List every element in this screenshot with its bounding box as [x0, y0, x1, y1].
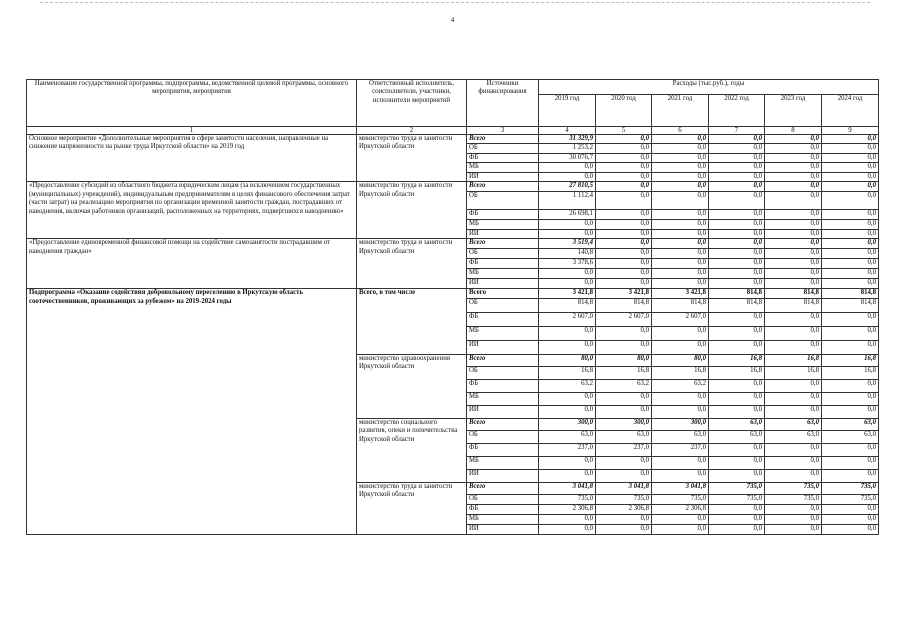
value-cell: 0,0 — [765, 514, 822, 524]
funding-source: МБ — [467, 514, 539, 524]
value-cell: 0,0 — [709, 163, 765, 172]
row-name: «Предоставление субсидий из областного бюджета юридическим лицам (за исключением государственных (муниципальных) учреждений), индивидуальным предпринимателям в целях финансового обеспечения затрат (части затрат) на реализацию мероприятия по организации временной занятости граждан, пострадавших от наводнения, включая работников организаций, расположенных на территориях, подвергшихся наводнению» — [27, 182, 357, 239]
value-cell: 0,0 — [822, 210, 879, 220]
value-cell: 0,0 — [709, 210, 765, 220]
budget-table — [26, 79, 879, 535]
value-cell: 0,0 — [765, 456, 822, 469]
value-cell: 0,0 — [822, 469, 879, 482]
value-cell: 0,0 — [709, 249, 765, 259]
value-cell: 63,0 — [822, 430, 879, 443]
value-cell: 0,0 — [765, 326, 822, 340]
value-cell: 237,0 — [539, 443, 596, 456]
value-cell: 735,0 — [709, 482, 765, 494]
value-cell: 0,0 — [822, 182, 879, 192]
value-cell: 237,0 — [652, 443, 709, 456]
value-cell: 0,0 — [652, 514, 709, 524]
funding-source: ИИ — [467, 524, 539, 534]
value-cell: 0,0 — [652, 144, 709, 153]
value-cell: 0,0 — [596, 392, 652, 405]
funding-source: Всего — [467, 418, 539, 430]
value-cell: 300,0 — [596, 418, 652, 430]
funding-source: ФБ — [467, 379, 539, 392]
value-cell: 0,0 — [652, 135, 709, 144]
funding-source: ФБ — [467, 259, 539, 269]
value-cell: 735,0 — [539, 494, 596, 504]
value-cell: 0,0 — [765, 259, 822, 269]
value-cell: 814,8 — [822, 289, 879, 298]
value-cell: 0,0 — [539, 220, 596, 229]
value-cell: 0,0 — [709, 144, 765, 153]
value-cell: 0,0 — [596, 135, 652, 144]
value-cell: 0,0 — [652, 340, 709, 354]
value-cell: 0,0 — [822, 239, 879, 249]
funding-source: МБ — [467, 163, 539, 172]
funding-source: Всего — [467, 289, 539, 298]
value-cell: 0,0 — [765, 392, 822, 405]
funding-source: ОБ — [467, 494, 539, 504]
value-cell: 0,0 — [652, 279, 709, 289]
value-cell: 0,0 — [765, 312, 822, 326]
value-cell: 0,0 — [652, 259, 709, 269]
value-cell: 0,0 — [709, 443, 765, 456]
value-cell: 0,0 — [765, 469, 822, 482]
value-cell: 16,8 — [539, 366, 596, 379]
value-cell: 0,0 — [596, 469, 652, 482]
value-cell: 0,0 — [765, 504, 822, 514]
value-cell: 0,0 — [539, 514, 596, 524]
funding-source: МБ — [467, 456, 539, 469]
value-cell: 16,8 — [709, 354, 765, 366]
header-year: 2019 год — [539, 95, 596, 127]
column-number: 5 — [596, 127, 652, 135]
value-cell: 16,8 — [709, 366, 765, 379]
value-cell: 0,0 — [652, 456, 709, 469]
funding-source: ФБ — [467, 210, 539, 220]
page-top-rule — [40, 2, 870, 3]
value-cell: 0,0 — [822, 312, 879, 326]
funding-source: МБ — [467, 269, 539, 279]
value-cell: 80,0 — [539, 354, 596, 366]
value-cell: 0,0 — [539, 340, 596, 354]
value-cell: 735,0 — [822, 482, 879, 494]
table-row — [27, 182, 879, 192]
value-cell: 0,0 — [596, 153, 652, 162]
value-cell: 0,0 — [709, 269, 765, 279]
value-cell: 80,0 — [596, 354, 652, 366]
column-number: 8 — [765, 127, 822, 135]
column-number: 7 — [709, 127, 765, 135]
value-cell: 1 253,2 — [539, 144, 596, 153]
value-cell: 0,0 — [765, 210, 822, 220]
funding-source: Всего — [467, 354, 539, 366]
value-cell: 0,0 — [709, 182, 765, 192]
value-cell: 16,8 — [765, 366, 822, 379]
header-year: 2024 год — [822, 95, 879, 127]
value-cell: 0,0 — [652, 163, 709, 172]
funding-source: ФБ — [467, 443, 539, 456]
column-number: 6 — [652, 127, 709, 135]
value-cell: 63,0 — [765, 418, 822, 430]
value-cell: 0,0 — [765, 524, 822, 534]
value-cell: 3 041,8 — [539, 482, 596, 494]
column-number: 9 — [822, 127, 879, 135]
value-cell: 3 421,8 — [539, 289, 596, 298]
value-cell: 0,0 — [822, 220, 879, 229]
value-cell: 0,0 — [765, 153, 822, 162]
header-name: Наименование государственной программы, подпрограммы, ведомственной целевой программы, основного мероприятия, мероприятия — [27, 80, 357, 127]
value-cell: 0,0 — [596, 210, 652, 220]
value-cell: 300,0 — [539, 418, 596, 430]
value-cell: 814,8 — [765, 289, 822, 298]
value-cell: 0,0 — [765, 443, 822, 456]
funding-source: МБ — [467, 392, 539, 405]
value-cell: 814,8 — [709, 289, 765, 298]
value-cell: 814,8 — [539, 298, 596, 312]
row-executor: министерство труда и занятости Иркутской области — [357, 239, 467, 289]
value-cell: 0,0 — [765, 405, 822, 418]
value-cell: 0,0 — [822, 392, 879, 405]
value-cell: 0,0 — [596, 405, 652, 418]
funding-source: Всего — [467, 182, 539, 192]
value-cell: 0,0 — [822, 192, 879, 210]
value-cell: 0,0 — [822, 229, 879, 238]
value-cell: 0,0 — [709, 312, 765, 326]
value-cell: 0,0 — [596, 239, 652, 249]
value-cell: 814,8 — [652, 298, 709, 312]
header-year: 2023 год — [765, 95, 822, 127]
value-cell: 0,0 — [822, 504, 879, 514]
value-cell: 63,2 — [652, 379, 709, 392]
value-cell: 0,0 — [652, 210, 709, 220]
value-cell: 0,0 — [596, 229, 652, 238]
value-cell: 0,0 — [822, 514, 879, 524]
value-cell: 0,0 — [822, 279, 879, 289]
value-cell: 2 306,8 — [652, 504, 709, 514]
value-cell: 0,0 — [822, 269, 879, 279]
column-number: 3 — [467, 127, 539, 135]
value-cell: 0,0 — [652, 524, 709, 534]
value-cell: 26 698,1 — [539, 210, 596, 220]
value-cell: 3 378,6 — [539, 259, 596, 269]
value-cell: 0,0 — [822, 172, 879, 181]
value-cell: 0,0 — [765, 163, 822, 172]
value-cell: 0,0 — [765, 279, 822, 289]
funding-source: ФБ — [467, 312, 539, 326]
value-cell: 3 041,8 — [596, 482, 652, 494]
value-cell: 80,0 — [652, 354, 709, 366]
funding-source: ОБ — [467, 249, 539, 259]
header-year: 2021 год — [652, 95, 709, 127]
value-cell: 0,0 — [596, 259, 652, 269]
page-number: 4 — [450, 16, 455, 24]
value-cell: 0,0 — [539, 524, 596, 534]
value-cell: 63,0 — [539, 430, 596, 443]
funding-source: МБ — [467, 220, 539, 229]
value-cell: 0,0 — [822, 163, 879, 172]
value-cell: 16,8 — [652, 366, 709, 379]
value-cell: 0,0 — [709, 239, 765, 249]
value-cell: 0,0 — [709, 504, 765, 514]
value-cell: 0,0 — [596, 144, 652, 153]
value-cell: 0,0 — [652, 153, 709, 162]
value-cell: 2 306,8 — [539, 504, 596, 514]
value-cell: 0,0 — [822, 249, 879, 259]
header-expenses: Расходы (тыс.руб.), годы — [539, 80, 879, 95]
value-cell: 735,0 — [765, 494, 822, 504]
value-cell: 0,0 — [709, 456, 765, 469]
value-cell: 0,0 — [596, 182, 652, 192]
value-cell: 0,0 — [765, 220, 822, 229]
value-cell: 0,0 — [652, 269, 709, 279]
subprogram-name: Подпрограмма «Оказание содействия добровольному переселению в Иркутскую область соотечественников, проживающих за рубежом» на 2019-2024 годы — [27, 289, 357, 534]
funding-source: ОБ — [467, 366, 539, 379]
value-cell: 0,0 — [652, 220, 709, 229]
value-cell: 63,0 — [652, 430, 709, 443]
value-cell: 63,0 — [709, 430, 765, 443]
value-cell: 0,0 — [652, 469, 709, 482]
column-number: 1 — [27, 127, 357, 135]
value-cell: 0,0 — [596, 192, 652, 210]
funding-source: ОБ — [467, 192, 539, 210]
value-cell: 0,0 — [596, 340, 652, 354]
value-cell: 0,0 — [822, 259, 879, 269]
value-cell: 16,8 — [596, 366, 652, 379]
value-cell: 0,0 — [709, 259, 765, 269]
value-cell: 0,0 — [765, 340, 822, 354]
value-cell: 0,0 — [709, 229, 765, 238]
value-cell: 0,0 — [765, 182, 822, 192]
value-cell: 0,0 — [709, 279, 765, 289]
value-cell: 0,0 — [709, 172, 765, 181]
value-cell: 0,0 — [822, 144, 879, 153]
value-cell: 30 076,7 — [539, 153, 596, 162]
value-cell: 63,0 — [709, 418, 765, 430]
funding-source: ИИ — [467, 469, 539, 482]
value-cell: 0,0 — [709, 340, 765, 354]
value-cell: 0,0 — [539, 229, 596, 238]
value-cell: 0,0 — [709, 469, 765, 482]
value-cell: 0,0 — [709, 326, 765, 340]
row-executor: министерство здравоохранения Иркутской области — [357, 354, 467, 418]
value-cell: 0,0 — [539, 279, 596, 289]
value-cell: 0,0 — [822, 405, 879, 418]
row-executor: министерство труда и занятости Иркутской области — [357, 482, 467, 534]
funding-source: Всего — [467, 482, 539, 494]
value-cell: 0,0 — [709, 405, 765, 418]
value-cell: 0,0 — [596, 456, 652, 469]
funding-source: ОБ — [467, 430, 539, 443]
value-cell: 0,0 — [765, 229, 822, 238]
funding-source: Всего — [467, 135, 539, 144]
funding-source: ФБ — [467, 504, 539, 514]
value-cell: 0,0 — [652, 239, 709, 249]
value-cell: 0,0 — [596, 269, 652, 279]
funding-source: ОБ — [467, 144, 539, 153]
value-cell: 0,0 — [596, 514, 652, 524]
funding-source: ИИ — [467, 405, 539, 418]
value-cell: 0,0 — [765, 379, 822, 392]
value-cell: 0,0 — [539, 172, 596, 181]
value-cell: 237,0 — [596, 443, 652, 456]
table-row — [27, 239, 879, 249]
value-cell: 63,0 — [765, 430, 822, 443]
value-cell: 0,0 — [596, 524, 652, 534]
value-cell: 0,0 — [539, 456, 596, 469]
table-row — [27, 135, 879, 144]
value-cell: 0,0 — [765, 269, 822, 279]
value-cell: 3 421,8 — [652, 289, 709, 298]
value-cell: 16,8 — [822, 354, 879, 366]
value-cell: 31 329,9 — [539, 135, 596, 144]
row-executor: министерство труда и занятости Иркутской области — [357, 135, 467, 182]
value-cell: 735,0 — [709, 494, 765, 504]
value-cell: 0,0 — [709, 220, 765, 229]
value-cell: 0,0 — [652, 326, 709, 340]
value-cell: 735,0 — [765, 482, 822, 494]
value-cell: 0,0 — [596, 279, 652, 289]
value-cell: 735,0 — [596, 494, 652, 504]
header-executor: Ответственный исполнитель, соисполнители, участники, исполнители мероприятий — [357, 80, 467, 127]
value-cell: 300,0 — [652, 418, 709, 430]
funding-source: ИИ — [467, 340, 539, 354]
value-cell: 0,0 — [709, 135, 765, 144]
value-cell: 0,0 — [822, 340, 879, 354]
value-cell: 814,8 — [822, 298, 879, 312]
value-cell: 0,0 — [709, 524, 765, 534]
value-cell: 2 306,8 — [596, 504, 652, 514]
row-executor: министерство труда и занятости Иркутской области — [357, 182, 467, 239]
value-cell: 0,0 — [652, 172, 709, 181]
value-cell: 0,0 — [652, 392, 709, 405]
table-row — [27, 289, 879, 298]
funding-source: Всего — [467, 239, 539, 249]
value-cell: 0,0 — [539, 163, 596, 172]
value-cell: 0,0 — [596, 220, 652, 229]
value-cell: 0,0 — [652, 405, 709, 418]
value-cell: 63,2 — [596, 379, 652, 392]
row-executor: Всего, в том числе — [357, 289, 467, 354]
value-cell: 3 421,8 — [596, 289, 652, 298]
header-row-1 — [27, 80, 879, 95]
value-cell: 814,8 — [596, 298, 652, 312]
value-cell: 0,0 — [709, 379, 765, 392]
value-cell: 0,0 — [652, 249, 709, 259]
value-cell: 16,8 — [765, 354, 822, 366]
value-cell: 16,8 — [822, 366, 879, 379]
value-cell: 3 041,8 — [652, 482, 709, 494]
value-cell: 0,0 — [765, 172, 822, 181]
header-sources: Источники финансирования — [467, 80, 539, 127]
value-cell: 0,0 — [539, 405, 596, 418]
value-cell: 3 519,4 — [539, 239, 596, 249]
value-cell: 0,0 — [652, 182, 709, 192]
funding-source: ИИ — [467, 279, 539, 289]
value-cell: 0,0 — [822, 443, 879, 456]
value-cell: 0,0 — [539, 326, 596, 340]
header-year: 2020 год — [596, 95, 652, 127]
value-cell: 0,0 — [709, 392, 765, 405]
value-cell: 63,2 — [539, 379, 596, 392]
funding-source: ИИ — [467, 229, 539, 238]
funding-source: ФБ — [467, 153, 539, 162]
value-cell: 0,0 — [822, 524, 879, 534]
value-cell: 0,0 — [765, 192, 822, 210]
value-cell: 0,0 — [596, 163, 652, 172]
column-number-row — [27, 127, 879, 135]
value-cell: 0,0 — [822, 456, 879, 469]
value-cell: 0,0 — [596, 172, 652, 181]
value-cell: 0,0 — [822, 135, 879, 144]
header-year: 2022 год — [709, 95, 765, 127]
value-cell: 0,0 — [765, 249, 822, 259]
funding-source: ИИ — [467, 172, 539, 181]
row-name: «Предоставление единовременной финансовой помощи на содействие самозанятости пострадавшим от наводнения граждан» — [27, 239, 357, 289]
funding-source: МБ — [467, 326, 539, 340]
value-cell: 0,0 — [822, 153, 879, 162]
value-cell: 0,0 — [652, 192, 709, 210]
value-cell: 2 607,0 — [539, 312, 596, 326]
value-cell: 735,0 — [822, 494, 879, 504]
value-cell: 0,0 — [539, 269, 596, 279]
value-cell: 0,0 — [822, 379, 879, 392]
column-number: 2 — [357, 127, 467, 135]
value-cell: 2 607,0 — [652, 312, 709, 326]
value-cell: 814,8 — [765, 298, 822, 312]
value-cell: 0,0 — [822, 326, 879, 340]
value-cell: 0,0 — [709, 153, 765, 162]
value-cell: 0,0 — [596, 326, 652, 340]
row-executor: министерство социального развития, опеки и попечительства Иркутской области — [357, 418, 467, 482]
value-cell: 2 607,0 — [596, 312, 652, 326]
value-cell: 0,0 — [765, 144, 822, 153]
value-cell: 735,0 — [652, 494, 709, 504]
funding-source: ОБ — [467, 298, 539, 312]
value-cell: 63,0 — [596, 430, 652, 443]
value-cell: 0,0 — [539, 392, 596, 405]
value-cell: 0,0 — [596, 249, 652, 259]
value-cell: 0,0 — [765, 239, 822, 249]
table-body — [27, 80, 879, 535]
value-cell: 63,0 — [822, 418, 879, 430]
value-cell: 0,0 — [539, 469, 596, 482]
value-cell: 1 112,4 — [539, 192, 596, 210]
row-name: Основное мероприятие «Дополнительные мероприятия в сфере занятости населения, направленные на снижение напряженности на рынке труда Иркутской области» на 2019 год — [27, 135, 357, 182]
value-cell: 140,8 — [539, 249, 596, 259]
value-cell: 814,8 — [709, 298, 765, 312]
value-cell: 27 810,5 — [539, 182, 596, 192]
column-number: 4 — [539, 127, 596, 135]
value-cell: 0,0 — [709, 192, 765, 210]
value-cell: 0,0 — [709, 514, 765, 524]
value-cell: 0,0 — [765, 135, 822, 144]
value-cell: 0,0 — [652, 229, 709, 238]
